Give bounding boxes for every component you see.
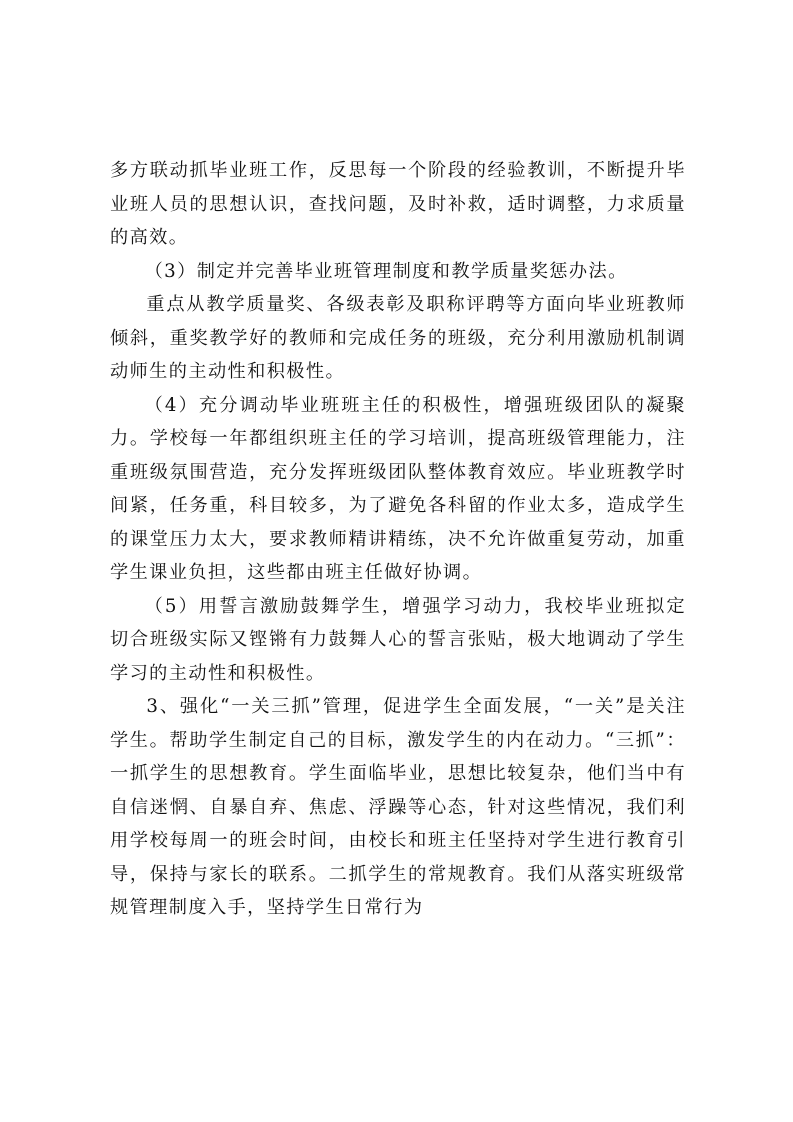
- paragraph-section-3: 3、强化“一关三抓”管理，促进学生全面发展，“一关”是关注学生。帮助学生制定自己的目标，激发学生的内在动力。“三抓”：一抓学生的思想教育。学生面临毕业，思想比较复杂，他们当中有自信迷惘、自暴自弃、焦虑、浮躁等心态，针对这些情况，我们利用学校每周一的班会时间，由校长和班主任坚持对学生进行教育引导，保持与家长的联系。二抓学生的常规教育。我们从落实班级常规管理制度入手，坚持学生日常行为: [110, 696, 686, 918]
- paragraph-item-4: （4）充分调动毕业班班主任的积极性，增强班级团队的凝聚力。学校每一年都组织班主任的学习培训，提高班级管理能力，注重班级氛围营造，充分发挥班级团队整体教育效应。毕业班教学时间紧，任务重，科目较多，为了避免各科留的作业太多，造成学生的课堂压力太大，要求教师精讲精练，决不允许做重复劳动，加重学生课业负担，这些都由班主任做好协调。: [110, 394, 686, 583]
- document-page: [110, 154, 686, 925]
- paragraph-continuation: 多方联动抓毕业班工作，反思每一个阶段的经验教训，不断提升毕业班人员的思想认识，查找问题，及时补救，适时调整，力求质量的高效。: [110, 160, 686, 248]
- paragraph-item-5: （5）用誓言激励鼓舞学生，增强学习动力，我校毕业班拟定切合班级实际又铿锵有力鼓舞人心的誓言张贴，极大地调动了学生学习的主动性和积极性。: [110, 595, 686, 684]
- paragraph-item-3-heading: （3）制定并完善毕业班管理制度和教学质量奖惩办法。: [144, 260, 628, 282]
- paragraph-item-3-body: 重点从教学质量奖、各级表彰及职称评聘等方面向毕业班教师倾斜，重奖教学好的教师和完成任务的班级，充分利用激励机制调动师生的主动性和积极性。: [110, 294, 686, 382]
